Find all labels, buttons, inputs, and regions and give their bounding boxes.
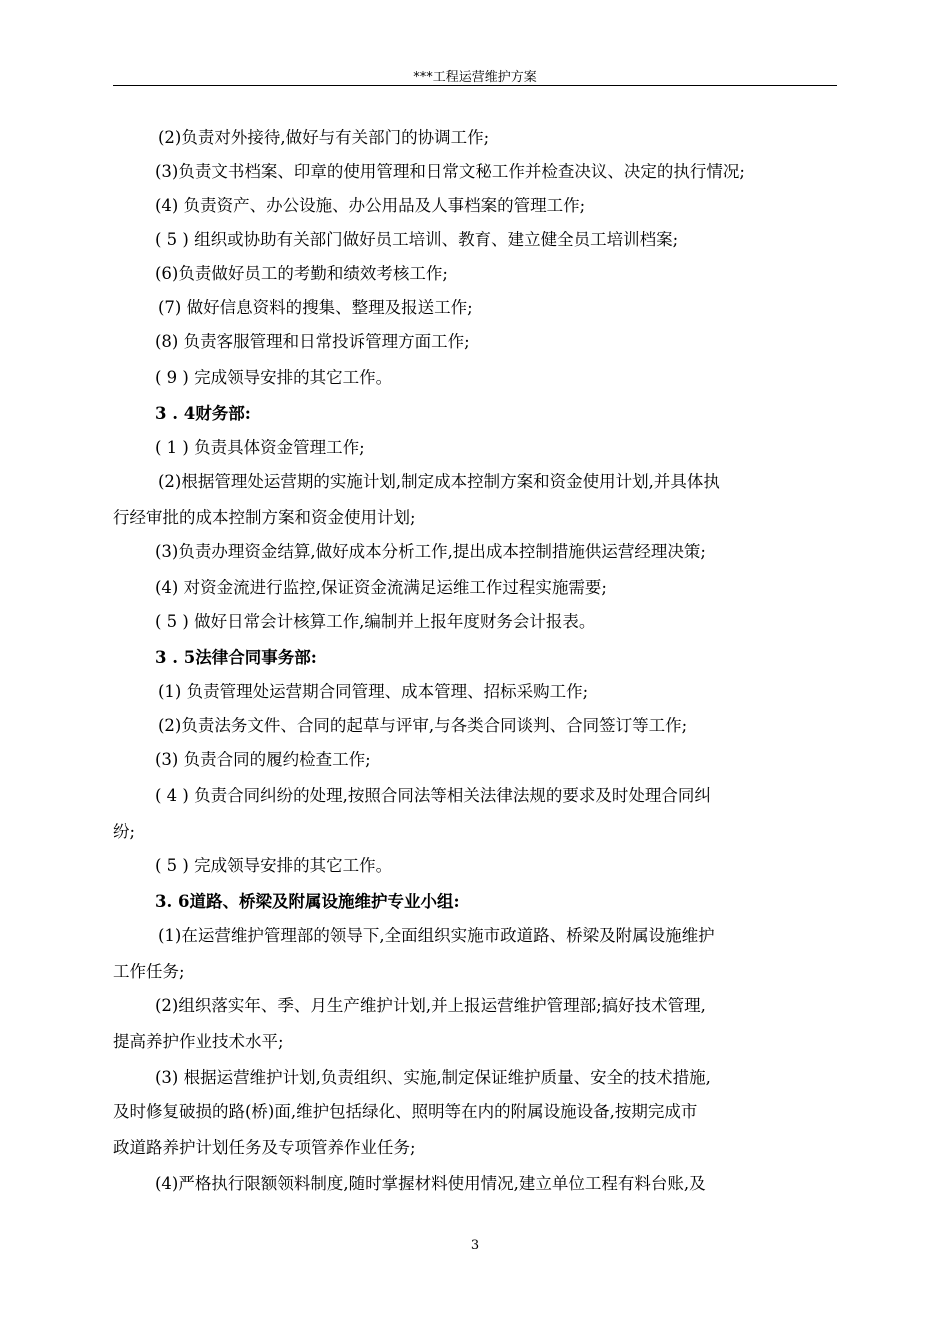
- header-rule: [113, 85, 837, 86]
- text-line: (3)负责文书档案、印章的使用管理和日常文秘工作并检查决议、决定的执行情况;: [155, 162, 745, 181]
- text-line: 提高养护作业技术水平;: [113, 1032, 284, 1051]
- text-line: (3) 根据运营维护计划,负责组织、实施,制定保证维护质量、安全的技术措施,: [155, 1068, 711, 1087]
- text-line: (4)严格执行限额领料制度,随时掌握材料使用情况,建立单位工程有料台账,及: [155, 1174, 706, 1193]
- text-line: ( 5 ) 完成领导安排的其它工作。: [155, 856, 393, 875]
- section-heading: 3. 6道路、桥梁及附属设施维护专业小组:: [155, 892, 460, 911]
- text-line: (7) 做好信息资料的搜集、整理及报送工作;: [158, 298, 473, 317]
- text-line: ( 5 ) 组织或协助有关部门做好员工培训、教育、建立健全员工培训档案;: [155, 230, 679, 249]
- text-line: (4) 负责资产、办公设施、办公用品及人事档案的管理工作;: [155, 196, 586, 215]
- text-line: 工作任务;: [113, 962, 185, 981]
- text-line: (2)负责对外接待,做好与有关部门的协调工作;: [158, 128, 490, 147]
- text-line: (6)负责做好员工的考勤和绩效考核工作;: [155, 264, 448, 283]
- text-line: (8) 负责客服管理和日常投诉管理方面工作;: [155, 332, 470, 351]
- text-line: (2)负责法务文件、合同的起草与评审,与各类合同谈判、合同签订等工作;: [158, 716, 688, 735]
- text-line: (2)根据管理处运营期的实施计划,制定成本控制方案和资金使用计划,并具体执: [158, 472, 720, 491]
- page-number: 3: [470, 1238, 480, 1253]
- text-line: (3) 负责合同的履约检查工作;: [155, 750, 371, 769]
- text-line: 纷;: [113, 822, 136, 841]
- page-header: ***工程运营维护方案: [413, 70, 537, 85]
- text-line: 行经审批的成本控制方案和资金使用计划;: [113, 508, 416, 527]
- text-line: ( 5 ) 做好日常会计核算工作,编制并上报年度财务会计报表。: [155, 612, 596, 631]
- text-line: ( 1 ) 负责具体资金管理工作;: [155, 438, 365, 457]
- section-heading: 3 . 4财务部:: [155, 404, 251, 423]
- text-line: 及时修复破损的路(桥)面,维护包括绿化、照明等在内的附属设施设备,按期完成市: [113, 1102, 698, 1121]
- text-line: (1)在运营维护管理部的领导下,全面组织实施市政道路、桥梁及附属设施维护: [158, 926, 715, 945]
- text-line: 政道路养护计划任务及专项管养作业任务;: [113, 1138, 416, 1157]
- text-line: ( 9 ) 完成领导安排的其它工作。: [155, 368, 393, 387]
- text-line: (2)组织落实年、季、月生产维护计划,并上报运营维护管理部;搞好技术管理,: [155, 996, 706, 1015]
- text-line: (3)负责办理资金结算,做好成本分析工作,提出成本控制措施供运营经理决策;: [155, 542, 706, 561]
- section-heading: 3 . 5法律合同事务部:: [155, 648, 317, 667]
- text-line: ( 4 ) 负责合同纠纷的处理,按照合同法等相关法律法规的要求及时处理合同纠: [155, 786, 711, 805]
- text-line: (1) 负责管理处运营期合同管理、成本管理、招标采购工作;: [158, 682, 589, 701]
- text-line: (4) 对资金流进行监控,保证资金流满足运维工作过程实施需要;: [155, 578, 607, 597]
